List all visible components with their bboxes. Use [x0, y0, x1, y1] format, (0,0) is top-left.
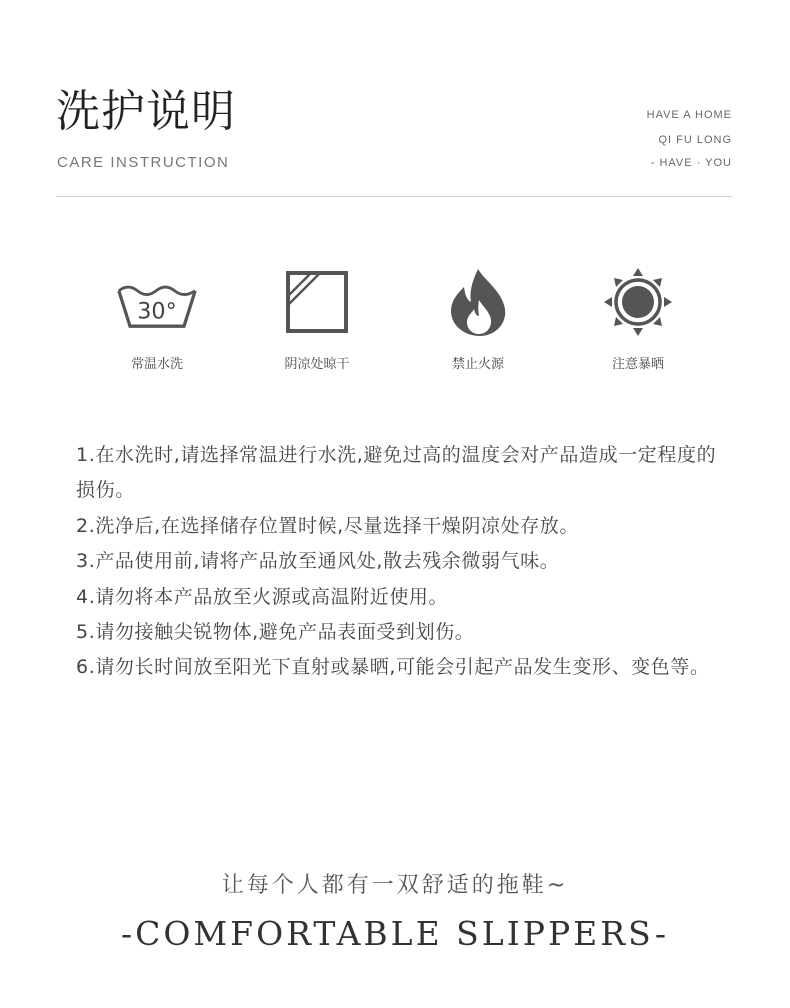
tagline-line-1: HAVE A HOME	[646, 109, 732, 121]
header-divider	[56, 196, 732, 197]
slogan-english: -COMFORTABLE SLIPPERS-	[120, 914, 670, 953]
instruction-item: 5.请勿接触尖锐物体,避免产品表面受到划伤。	[76, 621, 475, 644]
sun-icon	[598, 262, 678, 342]
instruction-item: 1.在水洗时,请选择常温进行水洗,避免过高的温度会对产品造成一定程度的损伤。	[76, 444, 717, 502]
instruction-item: 6.请勿长时间放至阳光下直射或暴晒,可能会引起产品发生变形、变色等。	[76, 656, 710, 679]
care-label-wash: 常温水洗	[130, 357, 183, 372]
instruction-item: 3.产品使用前,请将产品放至通风处,散去残余微弱气味。	[76, 550, 560, 573]
instruction-item: 2.洗净后,在选择储存位置时候,尽量选择干燥阴凉处存放。	[76, 514, 580, 537]
wash-temperature: 30°	[137, 298, 177, 325]
tagline-line-3: - HAVE · YOU	[650, 157, 732, 169]
care-label-shade-dry: 阴凉处晾干	[284, 357, 350, 372]
page-subtitle: CARE INSTRUCTION	[57, 154, 230, 171]
shade-dry-icon	[277, 262, 357, 342]
care-label-no-fire: 禁止火源	[451, 357, 504, 372]
page-title: 洗护说明	[56, 86, 236, 137]
wash-30-icon	[117, 262, 197, 342]
instruction-item: 4.请勿将本产品放至火源或高温附近使用。	[76, 585, 449, 608]
fire-icon	[438, 262, 518, 342]
slogan-chinese: 让每个人都有一双舒适的拖鞋~	[221, 873, 569, 898]
tagline-line-2: QI FU LONG	[658, 134, 732, 146]
care-label-sun: 注意暴晒	[611, 357, 664, 372]
instructions-list	[76, 438, 726, 686]
